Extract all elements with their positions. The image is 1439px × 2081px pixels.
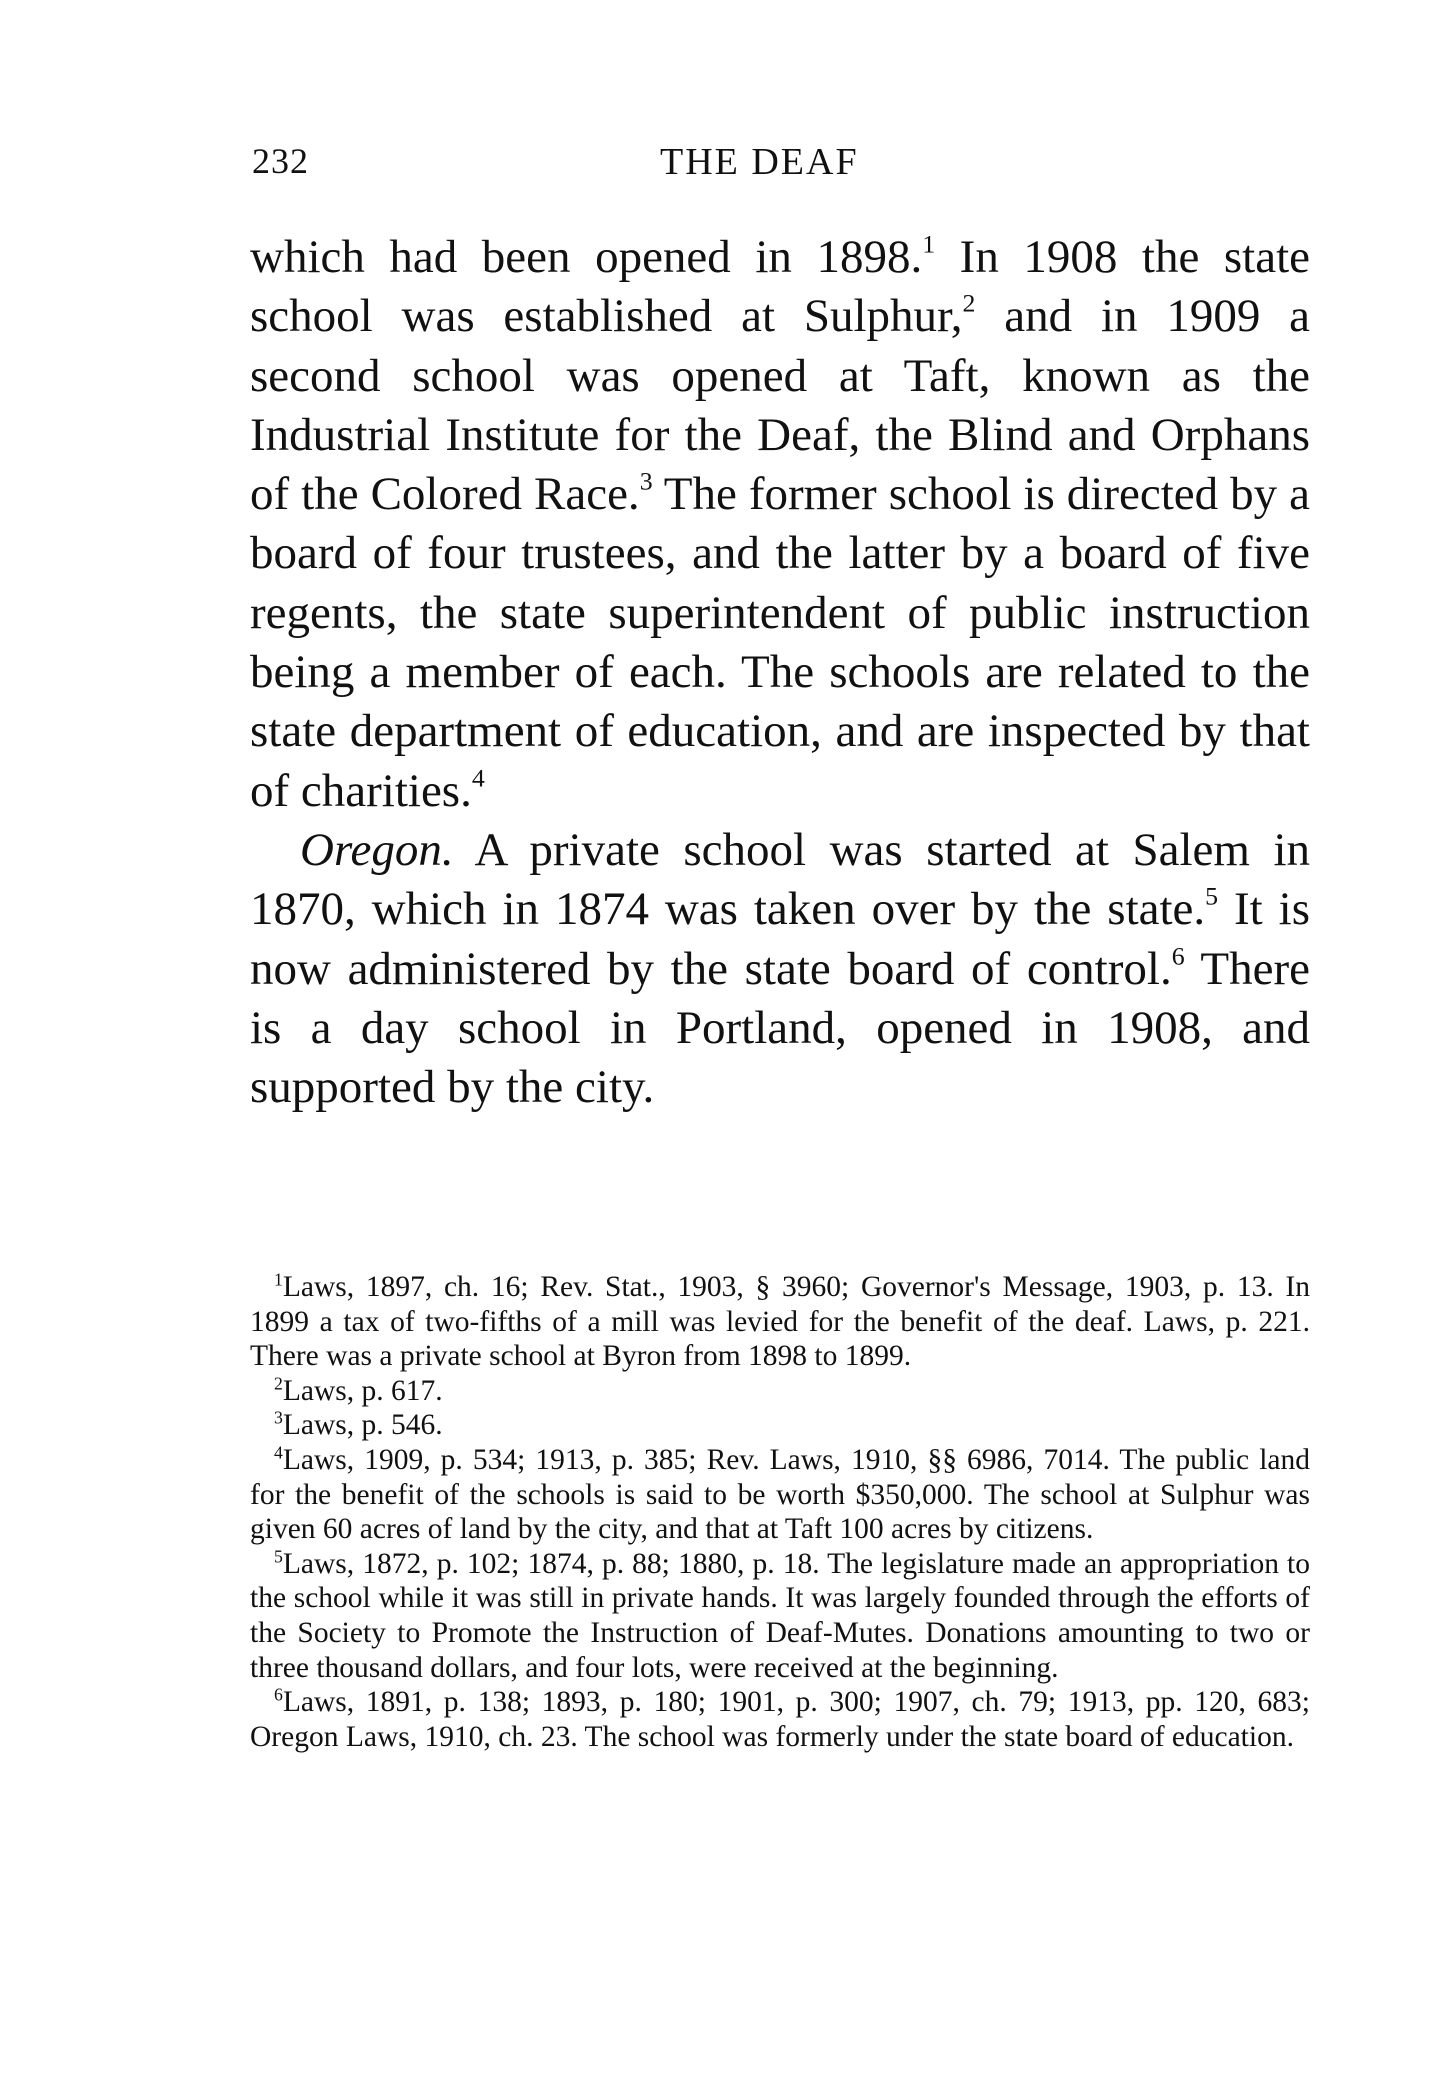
- body-text-run: It is now administered by the state board of control.: [250, 883, 1310, 995]
- footnote-marker: 4: [274, 1442, 283, 1463]
- footnote-text: Laws, 1897, ch. 16; Rev. Stat., 1903, § 3960; Governor's Message, 1903, p. 13. In 1899 a tax of two-fifths of a mill was levied for the benefit of the deaf. Laws, p. 221. There was a private school at Byron from 1898 to 1899.: [250, 1271, 1310, 1373]
- paragraph-oklahoma-continued: [250, 228, 1310, 821]
- footnote-text: Laws, p. 617.: [282, 1374, 443, 1407]
- footnote-ref: 1: [922, 229, 936, 259]
- body-text-run: which had been opened in 1898.: [250, 231, 923, 283]
- footnote-ref: 3: [639, 466, 653, 496]
- body-text-run: A private school was started at Salem in 1870, which in 1874 was taken over by the state.: [250, 823, 1310, 936]
- footnote-text: Laws, 1909, p. 534; 1913, p. 385; Rev. Laws, 1910, §§ 6986, 7014. The public land for the benefit of the schools is said to be worth $350,000. The school at Sulphur was given 60 acres of land by the city, and that at Taft 100 acres by citizens.: [250, 1443, 1310, 1546]
- footnote-text: Laws, 1872, p. 102; 1874, p. 88; 1880, p. 18. The legislature made an appropriation to the school while it was still in private hands. It was largely founded through the efforts of the Society to Promote the Instruction of Deaf-Mutes. Donations amounting to two or three thousand dollars, and four lots, were received at the beginning.: [250, 1547, 1310, 1684]
- footnote-ref: 5: [1205, 881, 1219, 911]
- running-title: THE DEAF: [660, 141, 859, 183]
- footnote: [250, 1408, 1310, 1443]
- running-head: [250, 140, 1310, 190]
- footnote-ref: 6: [1171, 941, 1185, 971]
- footnote-ref: 4: [471, 763, 485, 793]
- footnote-marker: 1: [274, 1269, 283, 1290]
- body-text-run: and in 1909 a second school was opened at Taft, known as the Industrial Institute for the Deaf, the Blind and Orphans of the Colored Race.: [250, 290, 1311, 521]
- footnote-marker: 5: [274, 1546, 283, 1567]
- body-text-run: The former school is directed by a board of four trustees, and the latter by a board of five regents, the state superintendent of public instruction being a member of each. The schools are related to the state department of education, and are inspected by that of charities.: [250, 468, 1310, 817]
- footnote-ref: 2: [962, 288, 976, 318]
- footnote-marker: 2: [274, 1373, 283, 1394]
- footnote-text: Laws, 1891, p. 138; 1893, p. 180; 1901, p. 300; 1907, ch. 79; 1913, pp. 120, 683; Oregon Laws, 1910, ch. 23. The school was formerly under the state board of education.: [250, 1686, 1310, 1753]
- body-text-run: In 1908 the state school was established at Sulphur,: [250, 231, 1310, 343]
- body-text: [250, 228, 1310, 1117]
- footnote: [250, 1443, 1310, 1547]
- footnote: [250, 1685, 1310, 1754]
- footnote: [250, 1547, 1310, 1685]
- footnote-marker: 6: [274, 1684, 283, 1705]
- footnotes: [250, 1270, 1310, 1754]
- footnote-marker: 3: [274, 1407, 283, 1428]
- state-heading: Oregon.: [300, 823, 454, 876]
- footnote: [250, 1270, 1310, 1374]
- body-text-run: There is a day school in Portland, opened in 1908, and supported by the city.: [250, 942, 1311, 1114]
- footnote-text: Laws, p. 546.: [282, 1409, 443, 1442]
- page-number: 232: [252, 141, 309, 181]
- footnote: [250, 1374, 1310, 1409]
- paragraph-oregon: [250, 821, 1310, 1117]
